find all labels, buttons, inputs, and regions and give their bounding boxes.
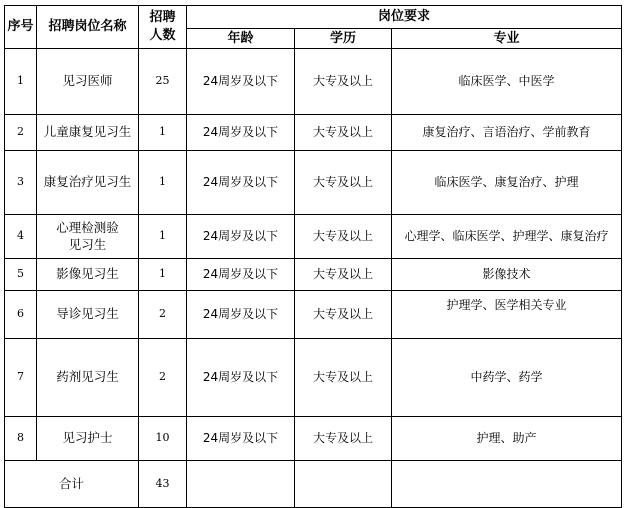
- cell-age: 24周岁及以下: [187, 417, 295, 461]
- cell-major: 护理学、医学相关专业: [392, 291, 622, 339]
- cell-count: 1: [139, 215, 187, 259]
- cell-position: 导诊见习生: [37, 291, 139, 339]
- table-row: [5, 49, 622, 115]
- table-row: [5, 417, 622, 461]
- cell-age: 24周岁及以下: [187, 215, 295, 259]
- cell-major: 影像技术: [392, 259, 622, 291]
- table-row: [5, 151, 622, 215]
- cell-education: 大专及以上: [295, 339, 392, 417]
- cell-seq: 1: [5, 49, 37, 115]
- cell-seq: 7: [5, 339, 37, 417]
- cell-seq: 5: [5, 259, 37, 291]
- cell-seq: 3: [5, 151, 37, 215]
- cell-position: 儿童康复见习生: [37, 115, 139, 151]
- cell-position: 心理检测验见习生: [37, 215, 139, 259]
- header-age: 年龄: [187, 29, 295, 49]
- cell-education: 大专及以上: [295, 151, 392, 215]
- total-count: 43: [139, 461, 187, 508]
- table-row: [5, 339, 622, 417]
- cell-education: 大专及以上: [295, 417, 392, 461]
- header-education: 学历: [295, 29, 392, 49]
- header-requirements: 岗位要求: [187, 6, 622, 29]
- total-empty-cell: [187, 461, 295, 508]
- cell-major: 临床医学、康复治疗、护理: [392, 151, 622, 215]
- cell-major: 临床医学、中医学: [392, 49, 622, 115]
- cell-education: 大专及以上: [295, 215, 392, 259]
- cell-position: 康复治疗见习生: [37, 151, 139, 215]
- table-row: [5, 115, 622, 151]
- cell-age: 24周岁及以下: [187, 339, 295, 417]
- cell-age: 24周岁及以下: [187, 259, 295, 291]
- total-row: [5, 461, 622, 508]
- cell-education: 大专及以上: [295, 259, 392, 291]
- table-row: [5, 291, 622, 339]
- cell-seq: 4: [5, 215, 37, 259]
- cell-major: 中药学、药学: [392, 339, 622, 417]
- cell-position: 影像见习生: [37, 259, 139, 291]
- cell-count: 2: [139, 339, 187, 417]
- cell-count: 1: [139, 151, 187, 215]
- cell-count: 1: [139, 259, 187, 291]
- cell-age: 24周岁及以下: [187, 291, 295, 339]
- cell-position: 见习护士: [37, 417, 139, 461]
- header-position: 招聘岗位名称: [37, 6, 139, 49]
- table-row: [5, 215, 622, 259]
- cell-position: 药剂见习生: [37, 339, 139, 417]
- cell-education: 大专及以上: [295, 49, 392, 115]
- cell-age: 24周岁及以下: [187, 151, 295, 215]
- cell-age: 24周岁及以下: [187, 49, 295, 115]
- total-empty-cell: [295, 461, 392, 508]
- cell-count: 2: [139, 291, 187, 339]
- header-seq: 序号: [5, 6, 37, 49]
- total-label: 合计: [5, 461, 139, 508]
- cell-education: 大专及以上: [295, 291, 392, 339]
- header-count: 招聘人数: [139, 6, 187, 49]
- cell-count: 1: [139, 115, 187, 151]
- recruitment-table: [4, 5, 622, 508]
- cell-major: 康复治疗、言语治疗、学前教育: [392, 115, 622, 151]
- cell-major: 心理学、临床医学、护理学、康复治疗: [392, 215, 622, 259]
- cell-position: 见习医师: [37, 49, 139, 115]
- table-row: [5, 259, 622, 291]
- cell-seq: 2: [5, 115, 37, 151]
- cell-count: 25: [139, 49, 187, 115]
- cell-count: 10: [139, 417, 187, 461]
- total-empty-cell: [392, 461, 622, 508]
- cell-age: 24周岁及以下: [187, 115, 295, 151]
- header-major: 专业: [392, 29, 622, 49]
- cell-education: 大专及以上: [295, 115, 392, 151]
- cell-seq: 6: [5, 291, 37, 339]
- cell-seq: 8: [5, 417, 37, 461]
- cell-major: 护理、助产: [392, 417, 622, 461]
